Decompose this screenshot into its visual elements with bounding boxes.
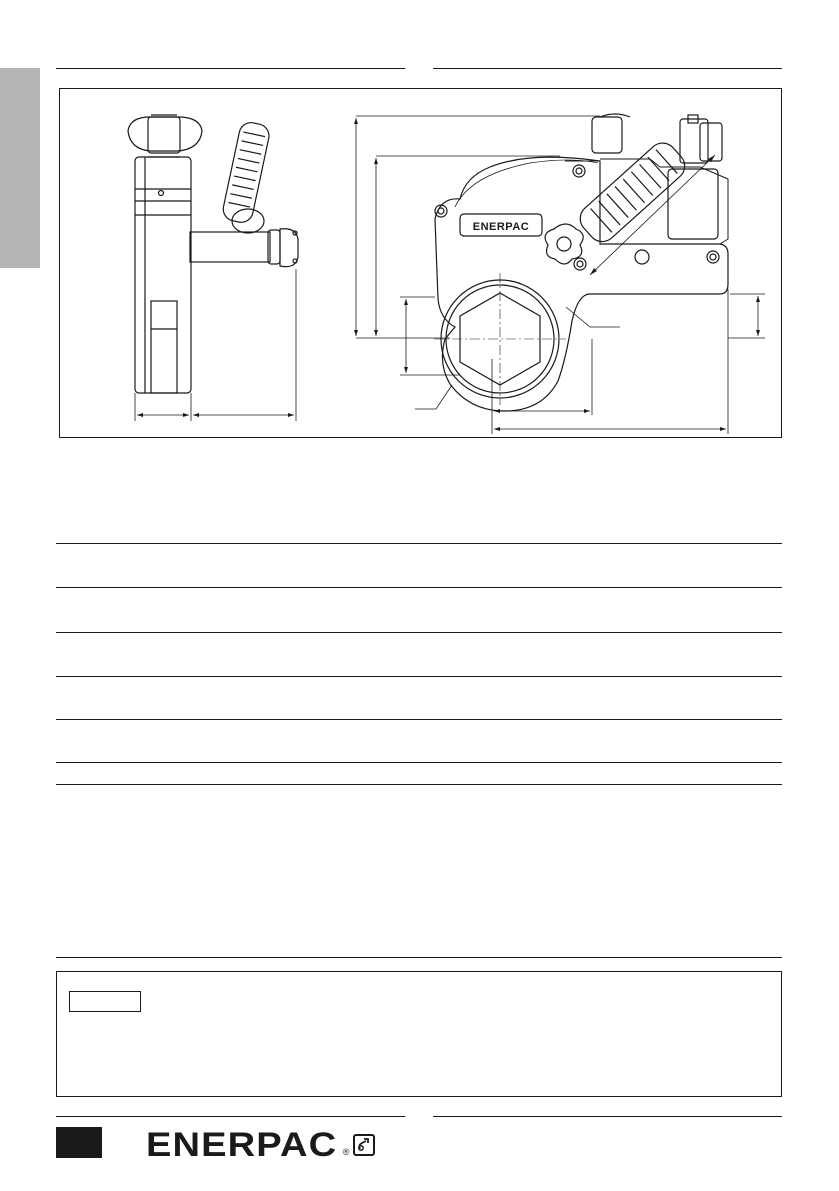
page-number-block (56, 1127, 102, 1158)
table-rule-6 (56, 762, 782, 763)
leader-hex-drive (415, 385, 452, 409)
front-view (354, 114, 765, 434)
table-rule-3 (56, 632, 782, 633)
front-view-grip (574, 137, 690, 247)
front-view-knob (545, 224, 583, 264)
screw-set (435, 165, 719, 270)
brand-wordmark: ENERPAC (146, 1126, 338, 1164)
table-rule-2 (56, 587, 782, 588)
header-rule-right (433, 68, 782, 69)
footer-rule-right (433, 1116, 782, 1117)
leader-nose-edge (566, 307, 620, 327)
notice-label-box (69, 991, 141, 1012)
table-rule-1 (56, 543, 782, 544)
section-rule (56, 957, 782, 958)
side-view-swivel-arm (190, 232, 270, 262)
table-rule-5 (56, 719, 782, 720)
table-rule-7 (56, 784, 782, 785)
notice-box (56, 971, 782, 1097)
header-rule-left (56, 68, 405, 69)
diagonal-dimension-line (590, 155, 715, 275)
swivel-coupler (592, 117, 622, 153)
brand-logo (146, 1128, 375, 1162)
side-view-top-ring (128, 117, 202, 151)
brand-hydraulic-icon (353, 1134, 375, 1156)
side-view (128, 115, 298, 421)
dimension-drawing-frame (59, 88, 782, 438)
brand-registered-mark: ® (342, 1147, 350, 1157)
footer-rule-left (56, 1116, 405, 1117)
dimension-drawing (60, 89, 783, 439)
table-rule-4 (56, 676, 782, 677)
label-plate-text: ENERPAC (472, 221, 530, 233)
section-side-tab (0, 68, 40, 268)
cylinder-housing (668, 169, 718, 239)
